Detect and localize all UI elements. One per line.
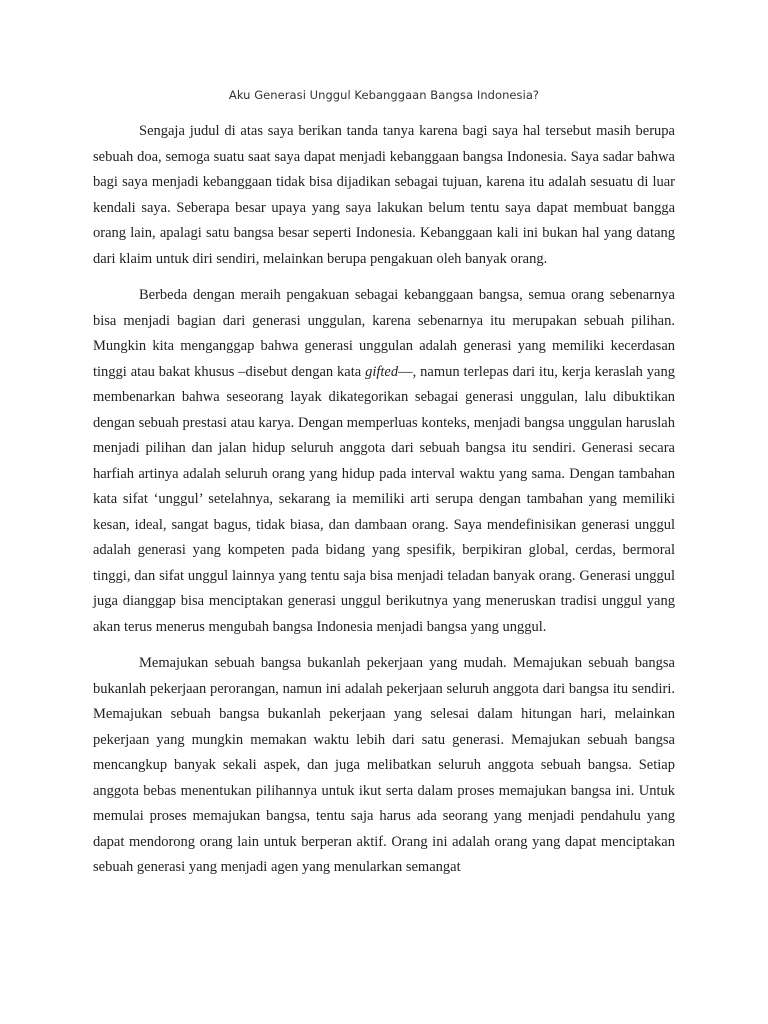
paragraph-3: Memajukan sebuah bangsa bukanlah pekerjaan yang mudah. Memajukan sebuah bangsa bukanlah pekerjaan perorangan, namun ini adalah pekerjaan seluruh anggota dari bangsa itu sendiri. Memajukan sebuah bangsa bukanlah pekerjaan yang selesai dalam hitungan hari, melainkan pekerjaan yang mungkin memakan waktu lebih dari satu generasi. Memajukan sebuah bangsa mencangkup banyak sekali aspek, dan juga melibatkan seluruh anggota sebuah bangsa. Setiap anggota bebas menentukan pilihannya untuk ikut serta dalam proses memajukan bangsa ini. Untuk memulai proses memajukan bangsa, tentu saja harus ada seorang yang menjadi pendahulu yang dapat mendorong orang lain untuk berperan aktif. Orang ini adalah orang yang dapat menciptakan sebuah generasi yang menjadi agen yang menularkan semangat: [93, 655, 675, 875]
paragraph-2-italic-term: gifted: [365, 363, 399, 380]
paragraph-2: [93, 283, 675, 640]
paragraph-1: Sengaja judul di atas saya berikan tanda tanya karena bagi saya hal tersebut masih berupa sebuah doa, semoga suatu saat saya dapat menjadi kebanggaan bangsa Indonesia. Saya sadar bahwa bagi saya menjadi kebanggaan tidak bisa dijadikan sebagai tujuan, karena itu adalah sesuatu di luar kendali saya. Seberapa besar upaya yang saya lakukan belum tentu saya dapat membuat bangga orang lain, apalagi satu bangsa besar seperti Indonesia. Kebanggaan kali ini bukan hal yang datang dari klaim untuk diri sendiri, melainkan berupa pengakuan oleh banyak orang.: [93, 123, 675, 267]
paragraph-2-text-before-italic: Berbeda dengan meraih pengakuan sebagai kebanggaan bangsa, semua orang sebenarnya bisa menjadi bagian dari generasi unggulan, karena sebenarnya itu merupakan sebuah pilihan. Mungkin kita menganggap bahwa generasi unggulan adalah generasi yang memiliki kecerdasan tinggi atau bakat khusus –disebut dengan kata: [93, 287, 675, 380]
paragraph-2-text-after-italic: —, namun terlepas dari itu, kerja keraslah yang membenarkan bahwa seseorang layak dikategorikan sebagai generasi unggulan, lalu dibuktikan dengan sebuah prestasi atau karya. Dengan memperluas konteks, menjadi bangsa unggulan haruslah menjadi pilihan dan jalan hidup seluruh anggota dari sebuah bangsa itu sendiri. Generasi secara harfiah artinya adalah seluruh orang yang hidup pada interval waktu yang sama. Dengan tambahan kata sifat ‘unggul’ setelahnya, sekarang ia memiliki arti serupa dengan tambahan yang memiliki kesan, ideal, sangat bagus, tidak biasa, dan dambaan orang. Saya mendefinisikan generasi unggul adalah generasi yang kompeten pada bidang yang spesifik, berpikiran global, cerdas, bermoral tinggi, dan sifat unggul lainnya yang tentu saja bisa menjadi teladan banyak orang. Generasi unggul juga dianggap bisa menciptakan generasi unggul berikutnya yang meneruskan tradisi unggul yang akan terus menerus mengubah bangsa Indonesia menjadi bangsa yang unggul.: [93, 363, 675, 635]
document-body: [93, 119, 675, 881]
document-title: Aku Generasi Unggul Kebanggaan Bangsa Indonesia?: [228, 88, 540, 102]
